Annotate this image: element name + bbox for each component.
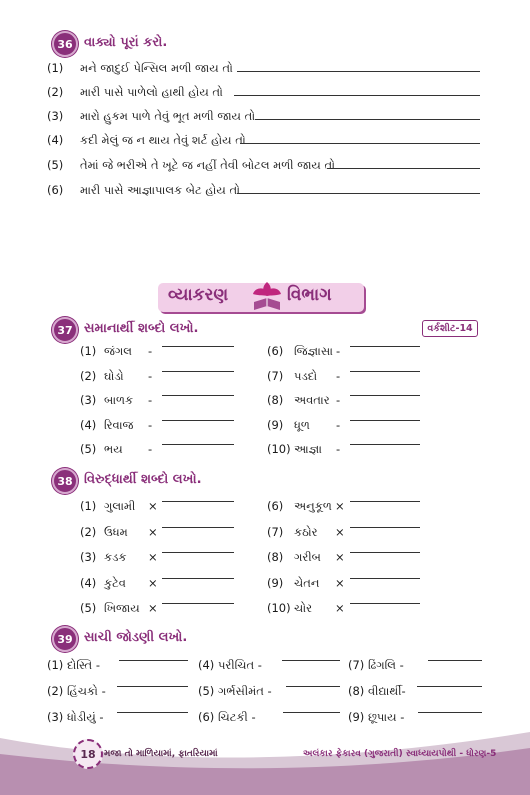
item-number: (10) (267, 442, 291, 456)
item-separator: × (148, 601, 158, 615)
item-word: ચોર (294, 601, 313, 615)
question-number-badge (52, 468, 78, 494)
item-separator: × (335, 499, 345, 513)
answer-line (350, 444, 420, 445)
item-word: અવતાર (294, 393, 330, 407)
sentence-number: (4) (47, 133, 64, 147)
sentence-number: (5) (47, 158, 64, 172)
answer-line (162, 395, 234, 396)
item-separator: - (148, 344, 153, 358)
footer-left-text: મજા તો માળિયામાં, ફાતરિયામાં (104, 749, 218, 759)
answer-line (350, 371, 420, 372)
answer-line (418, 712, 482, 713)
item-number: (3) (80, 393, 97, 407)
item-number: (7) (267, 368, 284, 383)
answer-line (350, 603, 420, 604)
item-number: (4) (80, 575, 97, 590)
question-title: સમાનાર્થી શબ્દો લખો. (84, 321, 199, 336)
answer-line (240, 143, 480, 144)
item-separator: - (336, 368, 341, 383)
item-separator: × (335, 575, 345, 590)
answer-line (117, 712, 188, 713)
worksheet-label: વર્કશીટ-14 (422, 320, 478, 337)
item-word: બાળક (104, 393, 134, 407)
item-word: ગુલામી (104, 499, 136, 513)
book-plant-icon (250, 278, 284, 314)
item-separator: × (335, 601, 345, 615)
page-number: 18 (73, 739, 103, 769)
answer-line (162, 444, 234, 445)
question-title: સાચી જોડણી લખો. (84, 630, 188, 645)
sentence-text: મારી પાસે પાળેલો હાથી હોય તો (80, 85, 223, 99)
answer-line (350, 578, 420, 579)
question-number: 37 (57, 323, 73, 337)
item-separator: × (148, 550, 158, 564)
item-separator: - (336, 417, 341, 432)
question-number-badge (52, 31, 78, 57)
answer-line (237, 193, 480, 194)
question-number-badge (52, 317, 78, 343)
answer-line (350, 501, 420, 502)
answer-line (350, 420, 420, 421)
spelling-item: (4) પરીચિત - (198, 658, 262, 672)
item-separator: - (148, 442, 153, 456)
answer-line (350, 395, 420, 396)
item-word: ખિજાય (104, 601, 140, 615)
item-word: પડદો (294, 368, 318, 383)
sentence-text: મારી પાસે આજ્ઞાપાલક બેટ હોય તો (80, 183, 241, 197)
item-separator: - (336, 442, 341, 456)
answer-line (428, 660, 482, 661)
item-word: ભય (104, 442, 123, 456)
sentence-text: મને જાદુઈ પેન્સિલ મળી જાય તો (80, 61, 233, 75)
item-word: કઠોર (294, 524, 318, 539)
answer-line (162, 527, 234, 528)
answer-line (162, 578, 234, 579)
item-word: ચેતન (294, 575, 320, 590)
spelling-item: (3) ધોડીયું - (47, 710, 104, 724)
item-number: (3) (80, 550, 97, 564)
banner-title-left: વ્યાકરણ (168, 285, 229, 305)
answer-line (162, 552, 234, 553)
answer-line (162, 501, 234, 502)
answer-line (119, 660, 188, 661)
item-number: (8) (267, 550, 284, 564)
answer-line (237, 71, 480, 72)
spelling-item: (8) વીદ્યાર્થી- (348, 684, 406, 698)
spelling-item: (6) ચિટકી - (198, 710, 256, 724)
question-number: 36 (57, 37, 73, 51)
item-number: (2) (80, 524, 97, 539)
answer-line (282, 660, 340, 661)
answer-line (350, 527, 420, 528)
answer-line (162, 603, 234, 604)
item-separator: - (336, 344, 341, 358)
item-separator: × (148, 575, 158, 590)
item-separator: - (148, 368, 153, 383)
spelling-item: (7) ઢિંગલિ - (348, 658, 404, 672)
item-number: (6) (267, 344, 284, 358)
item-word: રિવાજ (104, 417, 134, 432)
question-title: વાક્યો પૂરાં કરો. (84, 35, 168, 50)
item-number: (4) (80, 417, 97, 432)
answer-line (162, 420, 234, 421)
item-word: ઘોડો (104, 368, 124, 383)
item-separator: × (148, 499, 158, 513)
item-number: (2) (80, 368, 97, 383)
answer-line (162, 346, 234, 347)
question-number: 39 (57, 632, 73, 646)
banner-title-right: વિભાગ (287, 285, 332, 305)
answer-line (255, 119, 480, 120)
sentence-number: (1) (47, 61, 64, 75)
sentence-text: કદી મેલું જ ન થાય તેવું શર્ટ હોય તો (80, 133, 246, 147)
answer-line (417, 686, 482, 687)
item-word: કડક (104, 550, 127, 564)
item-separator: × (335, 524, 345, 539)
item-number: (5) (80, 601, 97, 615)
spelling-item: (5) ગર્ભસીમંત - (198, 684, 272, 698)
item-number: (7) (267, 524, 284, 539)
item-number: (8) (267, 393, 284, 407)
answer-line (327, 168, 480, 169)
spelling-item: (1) દોસ્તિ - (47, 658, 100, 672)
sentence-number: (3) (47, 109, 64, 123)
item-number: (1) (80, 344, 97, 358)
question-number: 38 (57, 474, 73, 488)
item-word: જિજ્ઞાસા (294, 344, 333, 358)
item-separator: × (335, 550, 345, 564)
item-number: (9) (267, 417, 284, 432)
question-title: વિરુદ્ધાર્થી શબ્દો લખો. (84, 472, 202, 487)
answer-line (286, 686, 340, 687)
item-separator: × (148, 524, 158, 539)
item-number: (6) (267, 499, 284, 513)
answer-line (234, 95, 480, 96)
sentence-number: (6) (47, 183, 64, 197)
item-separator: - (148, 393, 153, 407)
item-word: આજ્ઞા (294, 442, 322, 456)
item-word: ગરીબ (294, 550, 321, 564)
answer-line (283, 712, 340, 713)
answer-line (350, 552, 420, 553)
question-number-badge (52, 626, 78, 652)
item-separator: - (336, 393, 341, 407)
item-number: (9) (267, 575, 284, 590)
item-number: (10) (267, 601, 291, 615)
item-word: જંગલ (104, 344, 132, 358)
footer-right-text: અલંકાર ફેકારવ (ગુજરાતી) સ્વાધ્યાયપોથી - ધોરણ-5 (303, 749, 497, 759)
answer-line (350, 346, 420, 347)
item-word: ધૂળ (294, 417, 310, 432)
item-number: (5) (80, 442, 97, 456)
item-word: કુટેવ (104, 575, 126, 590)
item-number: (1) (80, 499, 97, 513)
sentence-number: (2) (47, 85, 64, 99)
item-word: અનુકૂળ (294, 499, 332, 513)
answer-line (162, 371, 234, 372)
sentence-text: મારો હુકમ પાળે તેવું ભૂત મળી જાય તો (80, 109, 256, 123)
spelling-item: (2) હિંચકો - (47, 684, 106, 698)
answer-line (117, 686, 188, 687)
item-word: ઉધમ (104, 524, 128, 539)
sentence-text: તેમાં જે ભરીએ તે ખૂટે જ નહીં તેવી બોટલ મળી જાય તો (80, 158, 335, 172)
spelling-item: (9) છૂપાય - (348, 710, 405, 724)
item-separator: - (148, 417, 153, 432)
